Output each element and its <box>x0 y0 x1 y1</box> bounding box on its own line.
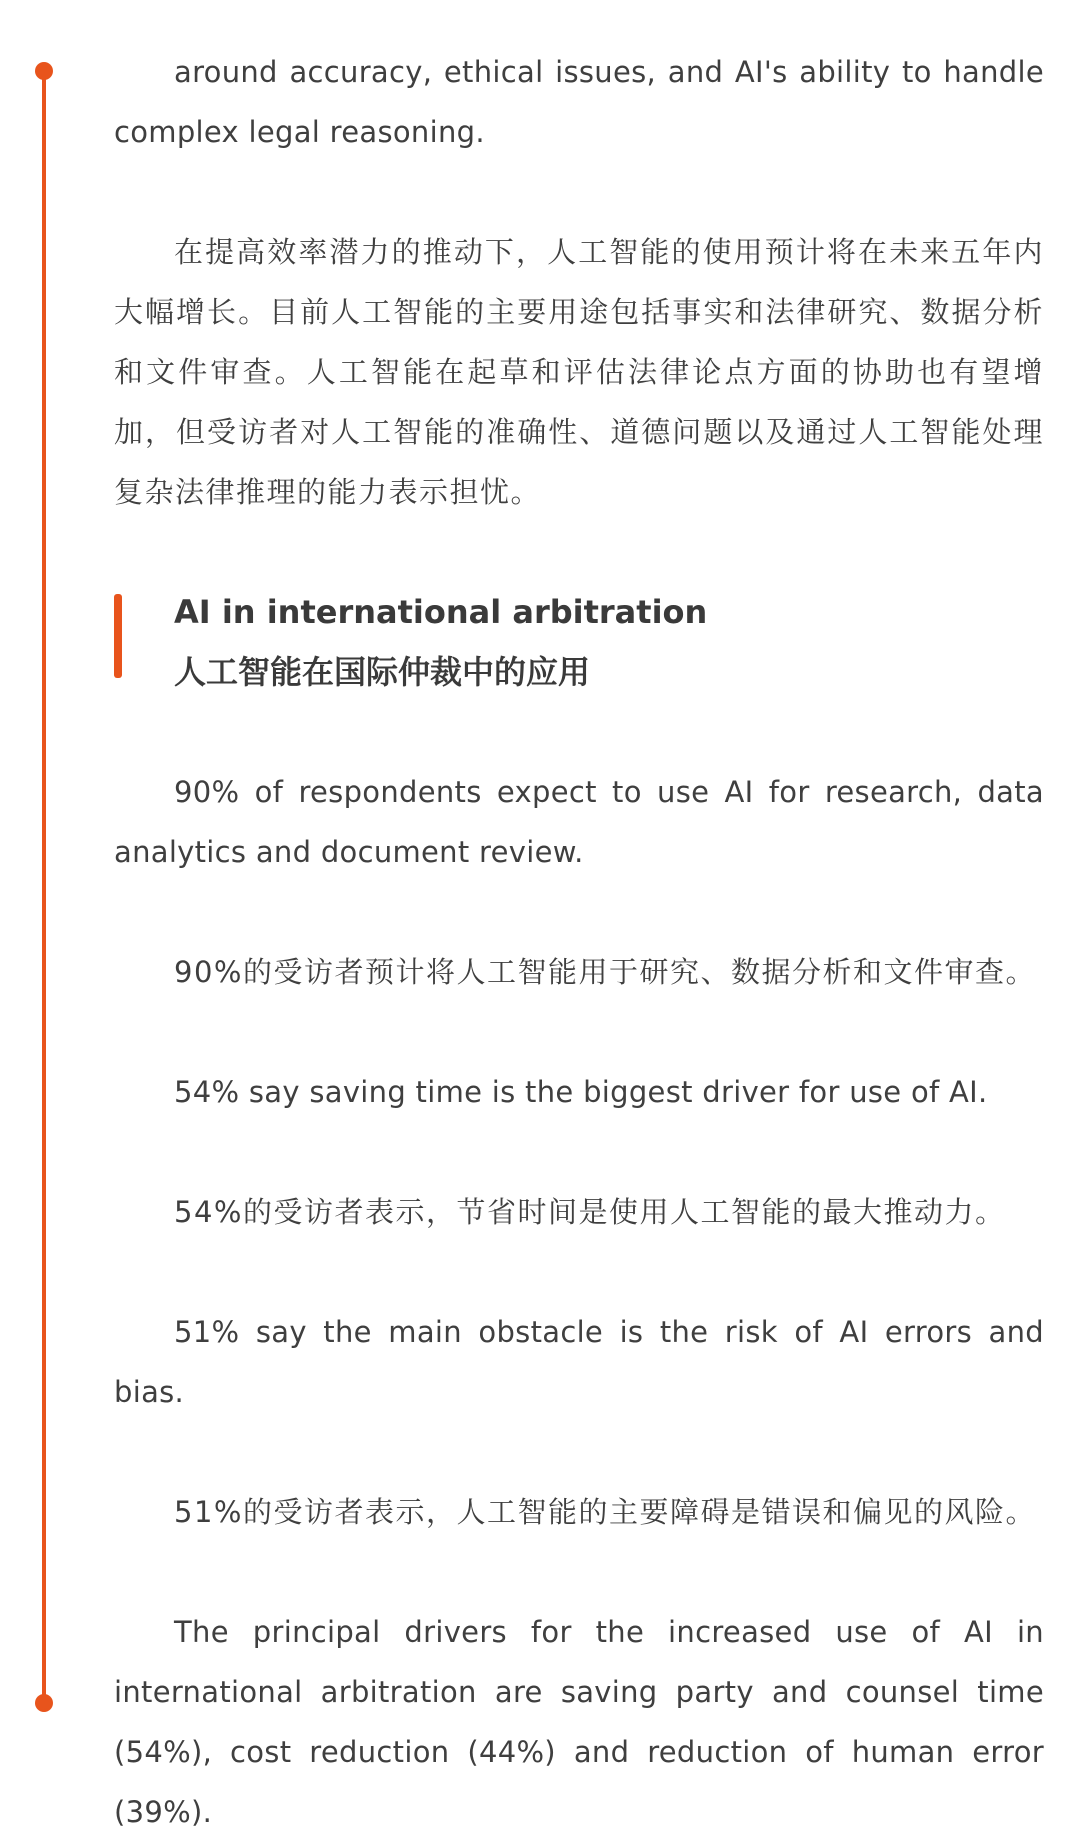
heading-accent-bar <box>114 594 122 678</box>
paragraph-stat-54-zh: 54%的受访者表示，节省时间是使用人工智能的最大推动力。 <box>174 1195 1006 1229</box>
section-heading <box>114 582 1044 702</box>
timeline-line <box>42 70 46 1700</box>
paragraph-en-continuation: around accuracy, ethical issues, and AI's ability to handle complex legal reasoning. <box>114 55 1044 149</box>
paragraph-stat-90-zh: 90%的受访者预计将人工智能用于研究、数据分析和文件审查。 <box>174 955 1036 989</box>
paragraph-zh-summary: 在提高效率潜力的推动下，人工智能的使用预计将在未来五年内大幅增长。目前人工智能的主要用途包括事实和法律研究、数据分析和文件审查。人工智能在起草和评估法律论点方面的协助也有望增加，但受访者对人工智能的准确性、道德问题以及通过人工智能处理复杂法律推理的能力表示担忧。 <box>114 235 1044 509</box>
timeline-dot-bottom <box>35 1694 53 1712</box>
paragraph-stat-90-en: 90% of respondents expect to use AI for research, data analytics and document review. <box>114 775 1044 869</box>
heading-title-zh: 人工智能在国际仲裁中的应用 <box>174 653 591 691</box>
paragraph-stat-54-en: 54% say saving time is the biggest driver for use of AI. <box>174 1075 988 1109</box>
paragraph-stat-51-zh: 51%的受访者表示，人工智能的主要障碍是错误和偏见的风险。 <box>174 1495 1036 1529</box>
paragraph-drivers-en: The principal drivers for the increased use of AI in international arbitration are saving party and counsel time (54%), cost reduction (44%) and reduction of human error (39%). <box>114 1615 1044 1829</box>
paragraph-stat-51-en: 51% say the main obstacle is the risk of AI errors and bias. <box>114 1315 1044 1409</box>
timeline-dot-top <box>35 62 53 80</box>
article-body <box>114 42 1044 1842</box>
heading-title-en: AI in international arbitration <box>174 593 708 631</box>
